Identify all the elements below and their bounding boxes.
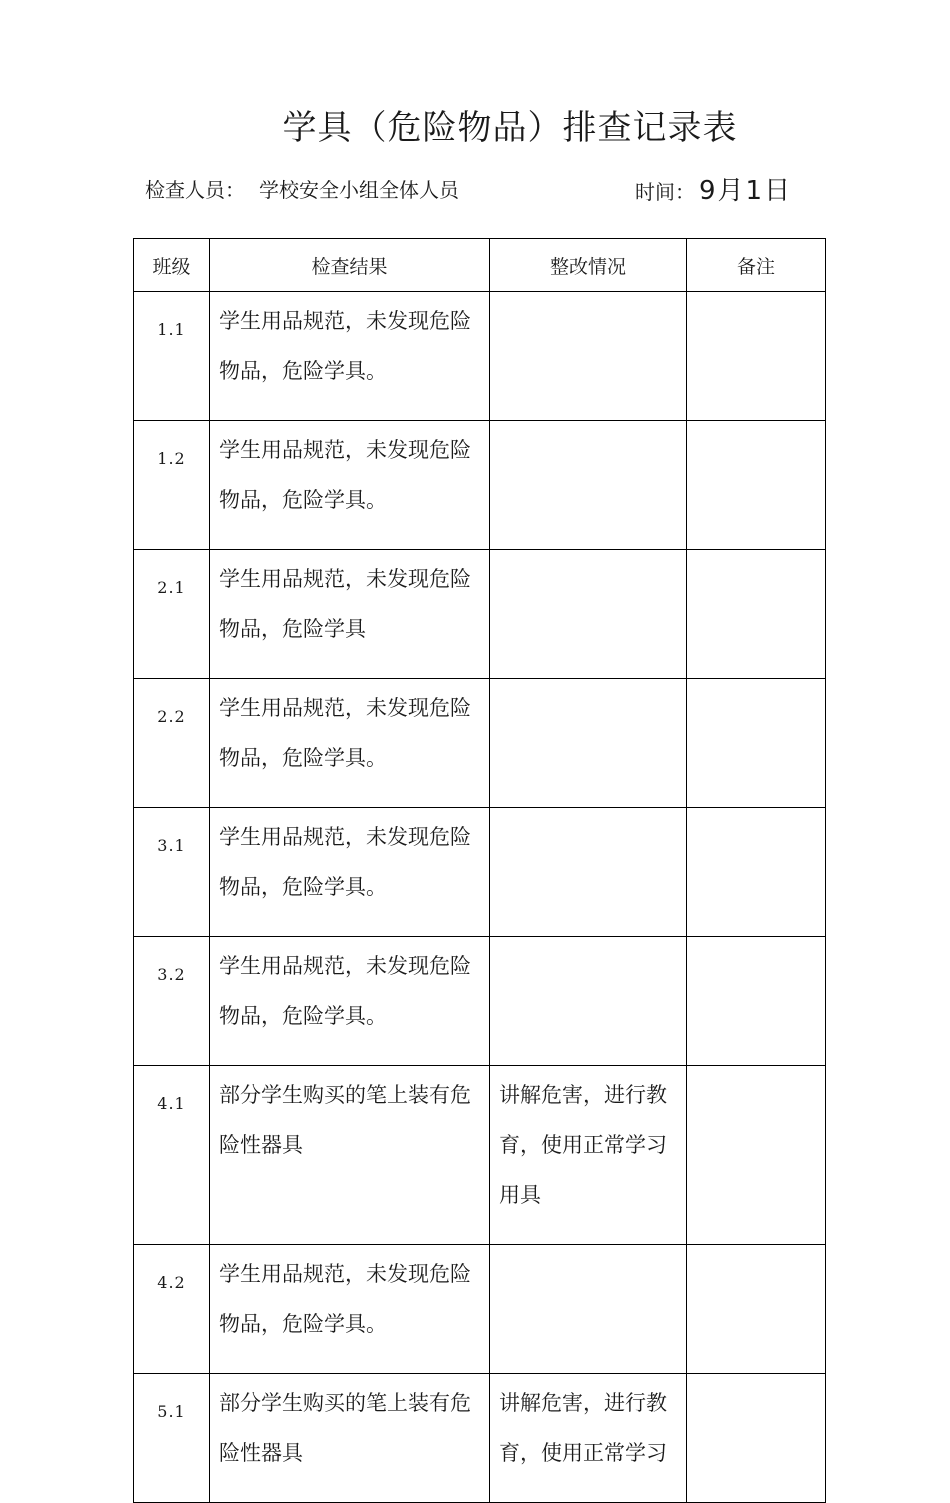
page-title: 学具（危险物品）排查记录表: [282, 108, 738, 148]
cell-rectification: [490, 292, 687, 421]
cell-result: 学生用品规范，未发现危险物品，危险学具。: [210, 1245, 490, 1374]
table-row: [134, 1374, 826, 1503]
table-row: [134, 292, 826, 421]
cell-result: 部分学生购买的笔上装有危险性器具: [210, 1066, 490, 1245]
table-row: [134, 550, 826, 679]
table-row: [134, 679, 826, 808]
cell-result: 部分学生购买的笔上装有危险性器具: [210, 1374, 490, 1503]
cell-class: 2.1: [134, 550, 210, 679]
cell-note: [687, 1374, 826, 1503]
inspection-table: [133, 238, 826, 1503]
cell-result: 学生用品规范，未发现危险物品，危险学具。: [210, 937, 490, 1066]
time-line: [635, 170, 792, 207]
time-label: 时间：: [635, 180, 695, 204]
table-row: [134, 1245, 826, 1374]
cell-class: 3.2: [134, 937, 210, 1066]
table-header-row: [134, 239, 826, 292]
cell-result: 学生用品规范，未发现危险物品，危险学具。: [210, 679, 490, 808]
cell-rectification: 讲解危害，进行教育，使用正常学习用具: [490, 1066, 687, 1245]
cell-result: 学生用品规范，未发现危险物品，危险学具。: [210, 421, 490, 550]
cell-class: 1.2: [134, 421, 210, 550]
cell-result: 学生用品规范，未发现危险物品，危险学具。: [210, 292, 490, 421]
cell-note: [687, 292, 826, 421]
cell-note: [687, 1245, 826, 1374]
inspectors-line: [145, 174, 459, 203]
table-row: [134, 937, 826, 1066]
table-row: [134, 808, 826, 937]
cell-result: 学生用品规范，未发现危险物品，危险学具: [210, 550, 490, 679]
cell-rectification: [490, 1245, 687, 1374]
cell-note: [687, 550, 826, 679]
cell-result: 学生用品规范，未发现危险物品，危险学具。: [210, 808, 490, 937]
cell-class: 4.2: [134, 1245, 210, 1374]
cell-note: [687, 937, 826, 1066]
cell-class: 2.2: [134, 679, 210, 808]
time-value: 9月1日: [699, 176, 793, 206]
cell-rectification: [490, 421, 687, 550]
cell-rectification: 讲解危害，进行教育，使用正常学习: [490, 1374, 687, 1503]
cell-rectification: [490, 808, 687, 937]
cell-rectification: [490, 937, 687, 1066]
header-class: 班级: [134, 239, 210, 292]
header-rectification: 整改情况: [490, 239, 687, 292]
inspectors-label: 检查人员：: [145, 178, 245, 202]
cell-class: 3.1: [134, 808, 210, 937]
header-result: 检查结果: [210, 239, 490, 292]
cell-class: 1.1: [134, 292, 210, 421]
cell-note: [687, 808, 826, 937]
cell-rectification: [490, 550, 687, 679]
table-row: [134, 1066, 826, 1245]
cell-class: 5.1: [134, 1374, 210, 1503]
inspectors-value: 学校安全小组全体人员: [259, 178, 459, 202]
cell-note: [687, 1066, 826, 1245]
cell-note: [687, 679, 826, 808]
cell-rectification: [490, 679, 687, 808]
cell-note: [687, 421, 826, 550]
header-note: 备注: [687, 239, 826, 292]
table-row: [134, 421, 826, 550]
cell-class: 4.1: [134, 1066, 210, 1245]
